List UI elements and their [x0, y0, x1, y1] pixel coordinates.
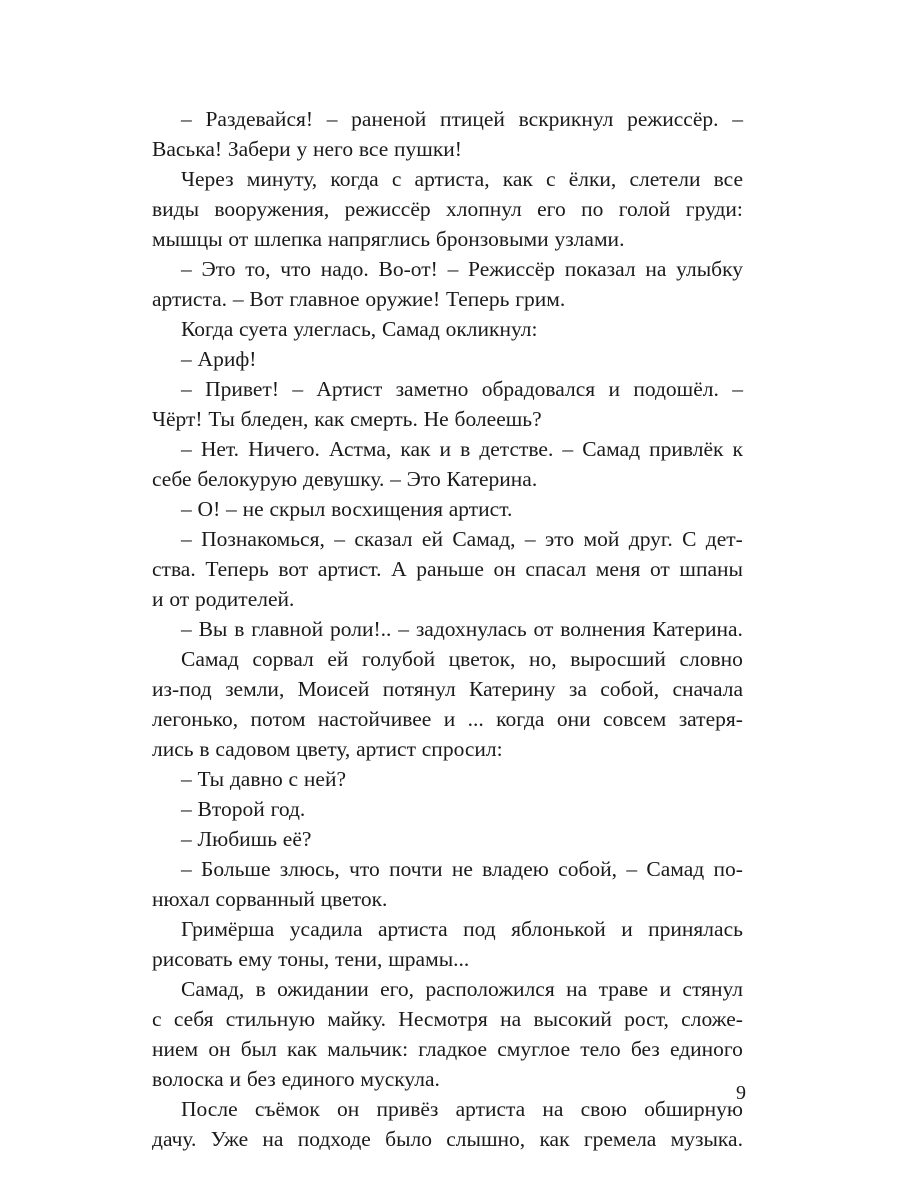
- word: режиссёр: [344, 197, 431, 221]
- word: вскрикнул: [518, 107, 614, 131]
- word: Познакомься,: [201, 527, 325, 551]
- word: Артист: [316, 377, 383, 401]
- text-line: [152, 824, 743, 854]
- word: ожидании: [277, 977, 369, 1001]
- word: в: [255, 977, 266, 1001]
- word: него: [312, 137, 354, 161]
- word: рост,: [624, 1007, 669, 1031]
- word: Вы: [198, 617, 228, 641]
- word: А: [391, 557, 407, 581]
- word: легонько,: [152, 707, 239, 731]
- word: нием: [152, 1037, 199, 1061]
- word: майку.: [327, 1007, 386, 1031]
- word: на: [500, 1007, 522, 1031]
- word: цвету,: [296, 737, 351, 761]
- word: показал: [564, 257, 636, 281]
- text-line: [152, 884, 743, 914]
- text-line: [152, 284, 743, 314]
- word: владею: [482, 857, 549, 881]
- word: артист.: [317, 557, 382, 581]
- word: шрамы...: [388, 947, 470, 971]
- text-line: [152, 974, 743, 1004]
- word: вооружения,: [214, 197, 330, 221]
- word: цветок,: [448, 647, 516, 671]
- text-line: [152, 1094, 743, 1124]
- word: пушки!: [394, 137, 462, 161]
- word: по-: [713, 857, 743, 881]
- word: Забери: [227, 137, 291, 161]
- text-line: [152, 674, 743, 704]
- text-line: [152, 734, 743, 764]
- word: С: [682, 527, 697, 551]
- word: Привет!: [205, 377, 279, 401]
- word: болеешь?: [454, 407, 542, 431]
- text-line: [152, 254, 743, 284]
- word: Самад: [181, 647, 239, 671]
- word: музыка.: [670, 1127, 743, 1151]
- word: и: [659, 977, 672, 1001]
- word: суета: [239, 317, 288, 341]
- word: –: [398, 617, 409, 641]
- word: в: [234, 617, 245, 641]
- word: что: [349, 857, 380, 881]
- word: без: [630, 1037, 660, 1061]
- word: Больше: [201, 857, 271, 881]
- word: настойчивее: [317, 707, 432, 731]
- word: задохнулась: [415, 617, 527, 641]
- word: восхищения: [331, 497, 443, 521]
- word: словно: [679, 647, 743, 671]
- word: Во-от!: [378, 257, 438, 281]
- word: –: [181, 767, 192, 791]
- word: расположился: [425, 977, 555, 1001]
- word: от: [649, 557, 670, 581]
- word: когда: [330, 167, 379, 191]
- word: садовом: [215, 737, 291, 761]
- word: Уже: [210, 1127, 249, 1151]
- word: –: [181, 827, 192, 851]
- word: бледен,: [240, 407, 309, 431]
- text-line: [152, 434, 743, 464]
- word: грим.: [515, 287, 566, 311]
- word: окликнул:: [445, 317, 538, 341]
- text-line: [152, 1004, 743, 1034]
- word: шпаны: [679, 557, 743, 581]
- word: Ты: [197, 767, 225, 791]
- word: напряглись: [327, 227, 431, 251]
- word: вот: [278, 557, 309, 581]
- word: яблонькой: [511, 917, 606, 941]
- word: лись: [152, 737, 194, 761]
- word: Раздевайся!: [205, 107, 314, 131]
- text-line: [152, 704, 743, 734]
- text-line: [152, 194, 743, 224]
- word: Чёрт!: [152, 407, 203, 431]
- word: без: [246, 1067, 276, 1091]
- word: птицей: [439, 107, 505, 131]
- word: улыбку: [676, 257, 743, 281]
- word: год.: [270, 797, 306, 821]
- word: артист: [356, 737, 416, 761]
- word: по: [581, 197, 604, 221]
- word: Не: [423, 407, 449, 431]
- word: единого: [669, 1037, 743, 1061]
- word: –: [232, 287, 244, 311]
- word: –: [181, 377, 192, 401]
- word: дет-: [705, 527, 743, 551]
- word: После: [181, 1097, 238, 1121]
- text-line: [152, 104, 743, 134]
- word: собой,: [600, 677, 660, 701]
- word: спасал: [525, 557, 587, 581]
- word: обрадовался: [481, 377, 596, 401]
- word: на: [566, 977, 588, 1001]
- text-line: [152, 374, 743, 404]
- word: потянул: [382, 677, 456, 701]
- text-line: [152, 854, 743, 884]
- word: земли,: [225, 677, 285, 701]
- text-line: [152, 464, 743, 494]
- word: –: [181, 857, 192, 881]
- word: его,: [380, 977, 415, 1001]
- word: злюсь,: [279, 857, 340, 881]
- word: ёлки,: [568, 167, 617, 191]
- word: он: [493, 557, 516, 581]
- word: все: [713, 167, 743, 191]
- word: –: [181, 617, 192, 641]
- word: надо.: [320, 257, 369, 281]
- word: к: [732, 437, 743, 461]
- word: и: [621, 917, 633, 941]
- word: и: [439, 437, 452, 461]
- word: О!: [197, 497, 221, 521]
- text-line: [152, 764, 743, 794]
- word: не: [451, 857, 473, 881]
- word: спросил:: [421, 737, 503, 761]
- word: в: [199, 737, 210, 761]
- word: сказал: [354, 527, 413, 551]
- word: –: [524, 527, 536, 551]
- word: от: [228, 227, 249, 251]
- word: –: [181, 107, 192, 131]
- word: –: [181, 257, 192, 281]
- word: с: [546, 167, 556, 191]
- word: бронзовыми: [435, 227, 549, 251]
- text-line: [152, 524, 743, 554]
- body-text: [152, 104, 743, 1154]
- text-line: [152, 1124, 743, 1154]
- word: он: [208, 1037, 231, 1061]
- word: –: [181, 497, 192, 521]
- word: артиста,: [414, 167, 490, 191]
- word: рисовать: [152, 947, 233, 971]
- text-line: [152, 494, 743, 524]
- text-line: [152, 344, 743, 374]
- word: режиссёр.: [627, 107, 719, 131]
- word: и: [229, 1067, 242, 1091]
- word: сорвал: [252, 647, 314, 671]
- word: траве: [598, 977, 649, 1001]
- word: себе: [152, 467, 192, 491]
- word: мускула.: [360, 1067, 440, 1091]
- word: тоны,: [278, 947, 330, 971]
- word: это: [545, 527, 575, 551]
- word: съёмок: [254, 1097, 320, 1121]
- word: ему: [238, 947, 273, 971]
- word: Моисей: [297, 677, 370, 701]
- word: Ничего.: [248, 437, 320, 461]
- word: –: [732, 107, 743, 131]
- word: виды: [152, 197, 200, 221]
- word: цветок.: [320, 887, 388, 911]
- word: как: [314, 407, 345, 431]
- word: Теперь: [445, 287, 510, 311]
- word: друг.: [628, 527, 673, 551]
- word: –: [181, 437, 192, 461]
- word: главной: [251, 617, 324, 641]
- word: Это: [201, 257, 236, 281]
- word: –: [181, 347, 192, 371]
- word: дачу.: [152, 1127, 197, 1151]
- text-line: [152, 944, 743, 974]
- word: собой,: [558, 857, 618, 881]
- word: Самад,: [181, 977, 245, 1001]
- text-line: [152, 554, 743, 584]
- word: от: [533, 617, 554, 641]
- word: заметно: [395, 377, 469, 401]
- word: стильную: [225, 1007, 316, 1031]
- word: раненой: [351, 107, 427, 131]
- word: как: [286, 1037, 318, 1061]
- word: на: [262, 1127, 284, 1151]
- word: –: [390, 467, 401, 491]
- word: волоска: [152, 1067, 224, 1091]
- word: Нет.: [200, 437, 240, 461]
- word: Самад: [646, 857, 705, 881]
- word: Гримёрша: [181, 917, 275, 941]
- word: подошёл.: [633, 377, 719, 401]
- text-line: [152, 224, 743, 254]
- word: девушку.: [303, 467, 385, 491]
- word: сложе-: [681, 1007, 743, 1031]
- word: мой: [583, 527, 620, 551]
- word: слышно,: [446, 1127, 526, 1151]
- word: на: [542, 1097, 564, 1121]
- word: –: [181, 527, 192, 551]
- word: меня: [595, 557, 641, 581]
- word: ей: [421, 527, 443, 551]
- word: Ариф!: [197, 347, 257, 371]
- word: родителей.: [194, 587, 295, 611]
- word: детстве.: [479, 437, 554, 461]
- word: артиста: [378, 917, 448, 941]
- word: высокий: [533, 1007, 612, 1031]
- word: –: [181, 797, 192, 821]
- word: Самад: [381, 317, 440, 341]
- word: Через: [181, 167, 234, 191]
- word: гремела: [583, 1127, 657, 1151]
- word: артист.: [448, 497, 513, 521]
- word: Несмотря: [398, 1007, 488, 1031]
- word: Когда: [181, 317, 234, 341]
- word: сорванный: [215, 887, 315, 911]
- word: из-под: [152, 677, 212, 701]
- text-line: [152, 794, 743, 824]
- word: Второй: [197, 797, 265, 821]
- word: и: [443, 707, 456, 731]
- word: ...: [467, 707, 484, 731]
- word: под: [463, 917, 496, 941]
- word: груди:: [685, 197, 743, 221]
- word: минуту,: [246, 167, 318, 191]
- word: –: [326, 107, 338, 131]
- word: с: [288, 767, 299, 791]
- word: раньше: [416, 557, 484, 581]
- word: он: [337, 1097, 360, 1121]
- word: –: [732, 377, 743, 401]
- word: волнения: [560, 617, 646, 641]
- word: гладкое: [418, 1037, 488, 1061]
- word: подходе: [297, 1127, 371, 1151]
- word: и: [608, 377, 621, 401]
- word: её?: [282, 827, 312, 851]
- word: но,: [528, 647, 557, 671]
- word: белокурую: [197, 467, 298, 491]
- word: за: [568, 677, 587, 701]
- word: и: [152, 587, 164, 611]
- text-line: [152, 134, 743, 164]
- word: тени,: [335, 947, 383, 971]
- word: Любишь: [197, 827, 277, 851]
- text-line: [152, 404, 743, 434]
- word: смуглое: [497, 1037, 571, 1061]
- word: Режиссёр: [468, 257, 556, 281]
- word: слетели: [629, 167, 701, 191]
- text-line: [152, 644, 743, 674]
- word: –: [334, 527, 345, 551]
- word: привлёк: [649, 437, 724, 461]
- word: обширную: [644, 1097, 743, 1121]
- word: Катерина.: [446, 467, 538, 491]
- word: скрыл: [269, 497, 326, 521]
- word: в: [460, 437, 471, 461]
- word: Самад: [582, 437, 641, 461]
- word: голубой: [361, 647, 436, 671]
- word: ства.: [152, 557, 196, 581]
- text-line: [152, 1034, 743, 1064]
- word: нюхал: [152, 887, 210, 911]
- word: Самад,: [452, 527, 516, 551]
- word: себя: [173, 1007, 214, 1031]
- word: у: [296, 137, 308, 161]
- word: Катерину: [469, 677, 556, 701]
- word: –: [626, 857, 638, 881]
- word: смерть.: [350, 407, 418, 431]
- word: принялась: [648, 917, 743, 941]
- word: они: [556, 707, 591, 731]
- word: привёз: [376, 1097, 439, 1121]
- text-line: [152, 164, 743, 194]
- word: Это: [406, 467, 441, 491]
- word: выросший: [570, 647, 666, 671]
- word: как: [539, 1127, 570, 1151]
- word: ей: [327, 647, 349, 671]
- word: был: [240, 1037, 277, 1061]
- word: как: [400, 437, 431, 461]
- word: мальчик:: [327, 1037, 409, 1061]
- text-line: [152, 614, 743, 644]
- word: Васька!: [152, 137, 223, 161]
- word: затеря-: [678, 707, 743, 731]
- word: ней?: [303, 767, 346, 791]
- word: Катерина.: [652, 617, 743, 641]
- text-line: [152, 314, 743, 344]
- word: голой: [618, 197, 671, 221]
- word: улеглась,: [293, 317, 377, 341]
- word: Ты: [208, 407, 235, 431]
- word: сначала: [672, 677, 743, 701]
- word: –: [562, 437, 574, 461]
- word: от: [169, 587, 190, 611]
- word: то,: [245, 257, 271, 281]
- word: оружие!: [365, 287, 441, 311]
- word: главное: [289, 287, 360, 311]
- word: усадила: [289, 917, 363, 941]
- word: –: [226, 497, 237, 521]
- word: с: [391, 167, 402, 191]
- word: что: [280, 257, 311, 281]
- word: совсем: [603, 707, 667, 731]
- word: артиста.: [152, 287, 228, 311]
- word: Теперь: [205, 557, 269, 581]
- word: его: [537, 197, 566, 221]
- word: тело: [580, 1037, 621, 1061]
- word: когда: [496, 707, 545, 731]
- word: давно: [229, 767, 283, 791]
- word: как: [502, 167, 533, 191]
- text-line: [152, 1064, 743, 1094]
- word: Вот: [249, 287, 284, 311]
- word: на: [645, 257, 667, 281]
- word: единого: [281, 1067, 355, 1091]
- word: не: [242, 497, 264, 521]
- word: –: [447, 257, 459, 281]
- word: хлопнул: [446, 197, 522, 221]
- text-line: [152, 914, 743, 944]
- word: с: [152, 1007, 162, 1031]
- word: мышцы: [152, 227, 223, 251]
- word: почти: [389, 857, 443, 881]
- word: все: [358, 137, 389, 161]
- page-number: 9: [736, 1082, 746, 1104]
- word: стянул: [682, 977, 743, 1001]
- word: Астма,: [328, 437, 392, 461]
- text-line: [152, 584, 743, 614]
- word: артиста: [455, 1097, 526, 1121]
- word: было: [385, 1127, 432, 1151]
- word: свою: [580, 1097, 627, 1121]
- word: потом: [250, 707, 306, 731]
- word: роли!..: [330, 617, 392, 641]
- word: шлепка: [254, 227, 323, 251]
- word: –: [292, 377, 304, 401]
- word: узлами.: [554, 227, 625, 251]
